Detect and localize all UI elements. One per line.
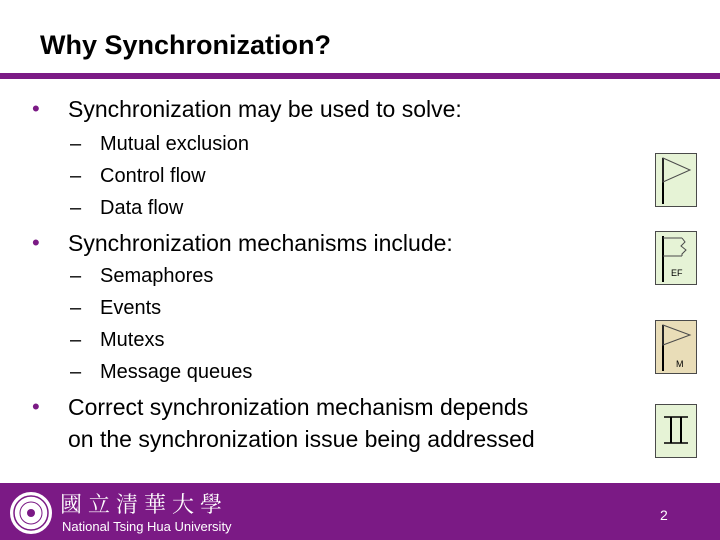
sub-item [70,292,162,324]
bullet-3-line-1: Correct synchronization mechanism depends [68,394,529,420]
dash-glyph: – [70,197,82,219]
sub-item-text: Semaphores [100,265,214,287]
sub-item [70,128,249,160]
dash-glyph: – [70,329,82,351]
page-number: 2 [660,507,668,523]
bullet-1-text: Synchronization may be used to solve: [68,96,462,122]
sub-item [70,260,214,292]
event-flag-label: EF [671,268,683,278]
bullet-3-line-2: on the synchronization issue being addressed [68,426,535,452]
message-queue-icon [655,404,697,458]
dash-glyph: – [70,361,82,383]
university-seal-logo [8,490,54,536]
sub-item [70,160,206,192]
dash-glyph: – [70,265,82,287]
title-divider [0,73,720,79]
sub-item-text: Mutual exclusion [100,133,249,155]
bullet-2 [32,227,453,259]
sub-item-text: Control flow [100,165,206,187]
slide-title: Why Synchronization? [40,30,332,60]
sub-item-text: Mutexs [100,329,165,351]
bullet-2-text: Synchronization mechanisms include: [68,230,453,256]
sub-item-text: Message queues [100,361,253,383]
bullet-1 [32,93,462,125]
dash-glyph: – [70,133,82,155]
sub-item-text: Events [100,297,162,319]
bullet-dot: • [32,230,40,255]
dash-glyph: – [70,165,82,187]
dash-glyph: – [70,297,82,319]
bullet-dot: • [32,394,40,419]
sub-item [70,324,165,356]
sub-item [70,356,253,388]
bullet-dot: • [32,96,40,121]
event-flag-icon [655,231,697,285]
mutex-flag-label: M [676,359,684,369]
mutex-flag-icon [655,320,697,374]
sub-item [70,192,184,224]
university-name-english: National Tsing Hua University [62,519,232,534]
bullet-3 [32,391,608,455]
semaphore-flag-icon [655,153,697,207]
university-name-chinese: 國立清華大學 [60,493,229,518]
sub-item-text: Data flow [100,197,184,219]
